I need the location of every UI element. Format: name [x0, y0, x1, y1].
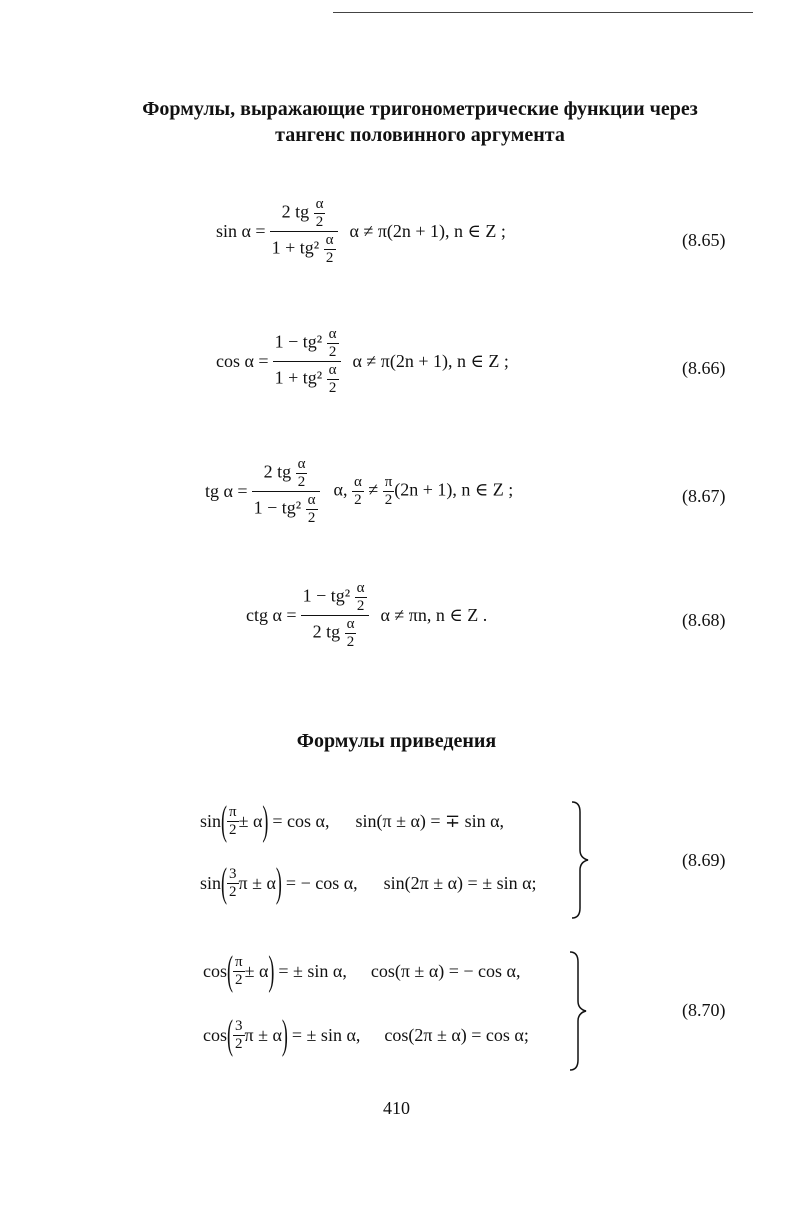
equation-number: (8.70): [682, 1000, 726, 1020]
formula-8-70-row1: cos ( $\frac{\pi}{2}$ ± α ) = ± sin α, cos(π ± α) = − cos α,: [203, 947, 521, 994]
equation-number: (8.65): [682, 230, 726, 250]
numerator-half-fraction: $\frac{\alpha}{2}$: [356, 580, 365, 614]
equation-number: (8.66): [682, 358, 726, 378]
denominator-text: 1 − tg²: [253, 497, 306, 518]
fraction-3-over-2: $\frac{3}{2}$: [229, 866, 237, 900]
formula-8-68: [246, 580, 487, 651]
lhs: ctg α =: [246, 605, 297, 625]
main-fraction: [252, 456, 320, 527]
lhs: cos α =: [216, 351, 269, 371]
formula-8-67: [205, 456, 513, 527]
numerator-text: 1 − tg²: [274, 331, 327, 352]
lhs: sin α =: [216, 221, 266, 241]
condition: α ≠ π(2n + 1), n ∈ Z ;: [352, 351, 509, 371]
denominator-half-fraction: $\frac{\alpha}{2}$: [307, 492, 316, 526]
equation-number: (8.67): [682, 486, 726, 506]
numerator-text: 1 − tg²: [302, 585, 355, 606]
formula-8-65: [216, 196, 506, 267]
numerator-text: 2 tg: [263, 461, 292, 482]
denominator-text: 1 + tg²: [274, 367, 327, 388]
formula-8-69-row2: sin ( $\frac{3}{2}$ π ± α ) = − cos α, sin(2π ± α) = ± sin α;: [200, 859, 537, 906]
fraction-pi-over-2: $\frac{\pi}{2}$: [235, 954, 243, 988]
equation-number: (8.68): [682, 610, 726, 630]
numerator-half-fraction: $\frac{\alpha}{2}$: [315, 196, 324, 230]
condition: α ≠ πn, n ∈ Z .: [380, 605, 488, 625]
reduction-section-title: Формулы приведения: [296, 730, 497, 752]
formula-8-70-row2: cos ( $\frac{3}{2}$ π ± α ) = ± sin α, cos(2π ± α) = cos α;: [203, 1011, 529, 1058]
lhs: tg α =: [205, 481, 248, 501]
fraction-pi-over-2: $\frac{\pi}{2}$: [229, 804, 237, 838]
denominator-text: 2 tg: [312, 621, 341, 642]
condition-fraction-pi: $\frac{\pi}{2}$: [384, 474, 393, 508]
denominator-half-fraction: $\frac{\alpha}{2}$: [328, 362, 337, 396]
right-brace-8-70: [568, 950, 588, 1072]
formula-8-69-row1: sin ( $\frac{\pi}{2}$ ± α ) = cos α, sin(π ± α) = ∓ sin α,: [200, 797, 505, 844]
condition: α ≠ π(2n + 1), n ∈ Z ;: [349, 221, 506, 241]
right-brace-8-69: [570, 800, 590, 920]
numerator-text: 2 tg: [281, 201, 310, 222]
condition: α, $\frac{\alpha}{2}$ ≠ $\frac{\pi}{2}$ (2n + 1), n ∈ Z ;: [333, 474, 514, 508]
denominator-half-fraction: $\frac{\alpha}{2}$: [325, 232, 334, 266]
section-title-line2: тангенс половинного аргумента: [275, 124, 565, 146]
numerator-half-fraction: $\frac{\alpha}{2}$: [297, 456, 306, 490]
equation-number: (8.69): [682, 850, 726, 870]
formula-8-66: [216, 326, 509, 397]
numerator-half-fraction: $\frac{\alpha}{2}$: [328, 326, 337, 360]
condition-fraction-alpha: $\frac{\alpha}{2}$: [353, 474, 362, 508]
main-fraction: [273, 326, 341, 397]
header-rule: [333, 12, 753, 13]
denominator-text: 1 + tg²: [271, 237, 324, 258]
denominator-half-fraction: $\frac{\alpha}{2}$: [346, 616, 355, 650]
main-fraction: [270, 196, 338, 267]
section-title-line1: Формулы, выражающие тригонометрические функции через: [142, 98, 698, 120]
fraction-3-over-2: $\frac{3}{2}$: [235, 1018, 243, 1052]
page-number: 410: [383, 1098, 410, 1118]
main-fraction: [301, 580, 369, 651]
